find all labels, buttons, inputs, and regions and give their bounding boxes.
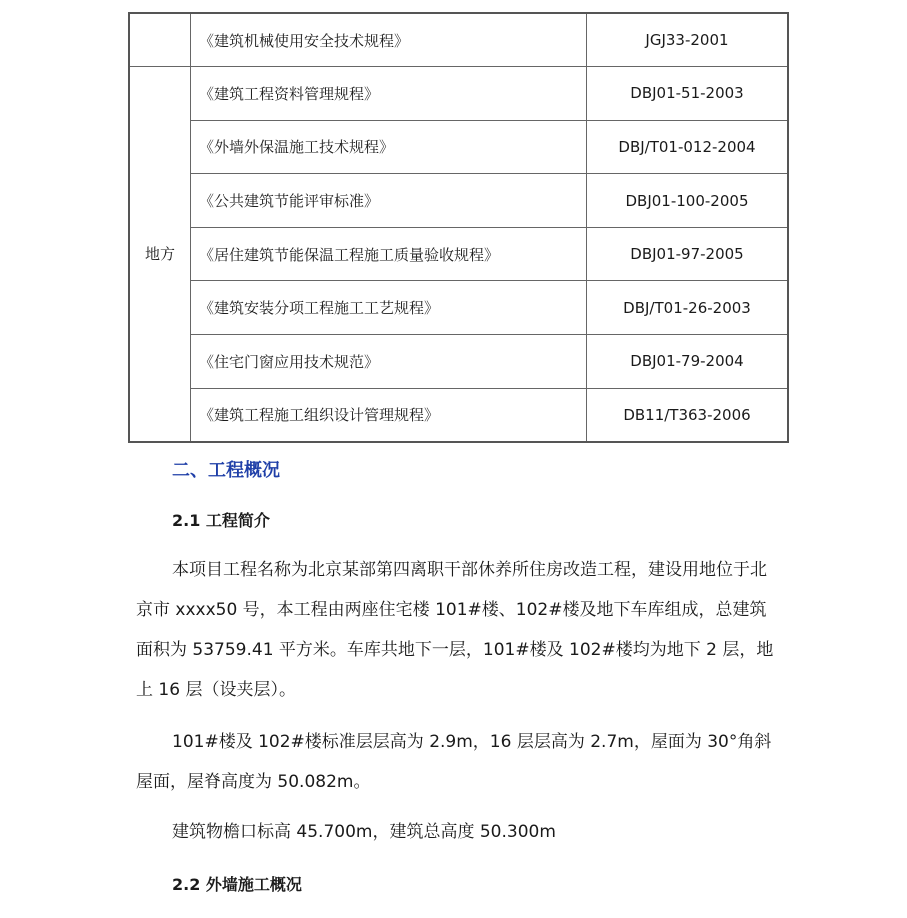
- standard-code: DBJ01-51-2003: [587, 67, 789, 121]
- table-row: [129, 13, 788, 67]
- standard-code: DBJ/T01-012-2004: [587, 120, 789, 174]
- section-heading: 二、工程概况: [172, 460, 280, 481]
- table-row: [129, 281, 788, 335]
- standard-name: 《建筑工程资料管理规程》: [191, 67, 587, 121]
- paragraph-project-intro: 本项目工程名称为北京某部第四离职干部休养所住房改造工程，建设用地位于北京市 xxxx50 号，本工程由两座住宅楼 101#楼、102#楼及地下车库组成，总建筑面积为 53759.41 平方米。车库共地下一层，101#楼及 102#楼均为地下 2 层，地上 16 层（设夹层）。: [136, 560, 774, 700]
- standard-name: 《建筑安装分项工程施工工艺规程》: [191, 281, 587, 335]
- standard-code: DB11/T363-2006: [587, 388, 789, 442]
- standard-name: 《外墙外保温施工技术规程》: [191, 120, 587, 174]
- standard-name: 《住宅门窗应用技术规范》: [191, 335, 587, 389]
- table-row: [129, 388, 788, 442]
- table-row: [129, 67, 788, 121]
- standard-code: DBJ01-100-2005: [587, 174, 789, 228]
- table-row: [129, 174, 788, 228]
- category-cell-empty: [129, 13, 191, 67]
- category-cell-local: 地方: [129, 67, 191, 442]
- subsection-heading-facade: 2.2 外墙施工概况: [172, 875, 302, 894]
- standard-name: 《建筑工程施工组织设计管理规程》: [191, 388, 587, 442]
- table-row: [129, 335, 788, 389]
- standard-code: JGJ33-2001: [587, 13, 789, 67]
- table-row: [129, 120, 788, 174]
- table-row: [129, 227, 788, 281]
- standard-code: DBJ01-79-2004: [587, 335, 789, 389]
- paragraph-floor-heights: 101#楼及 102#楼标准层层高为 2.9m，16 层层高为 2.7m，屋面为 30°角斜屋面，屋脊高度为 50.082m。: [136, 732, 772, 792]
- standard-name: 《居住建筑节能保温工程施工质量验收规程》: [191, 227, 587, 281]
- standard-name: 《建筑机械使用安全技术规程》: [191, 13, 587, 67]
- standards-table: [128, 12, 789, 443]
- subsection-heading-overview: 2.1 工程简介: [172, 511, 270, 530]
- standard-name: 《公共建筑节能评审标准》: [191, 174, 587, 228]
- paragraph-building-height: 建筑物檐口标高 45.700m，建筑总高度 50.300m: [172, 822, 556, 842]
- standard-code: DBJ/T01-26-2003: [587, 281, 789, 335]
- standard-code: DBJ01-97-2005: [587, 227, 789, 281]
